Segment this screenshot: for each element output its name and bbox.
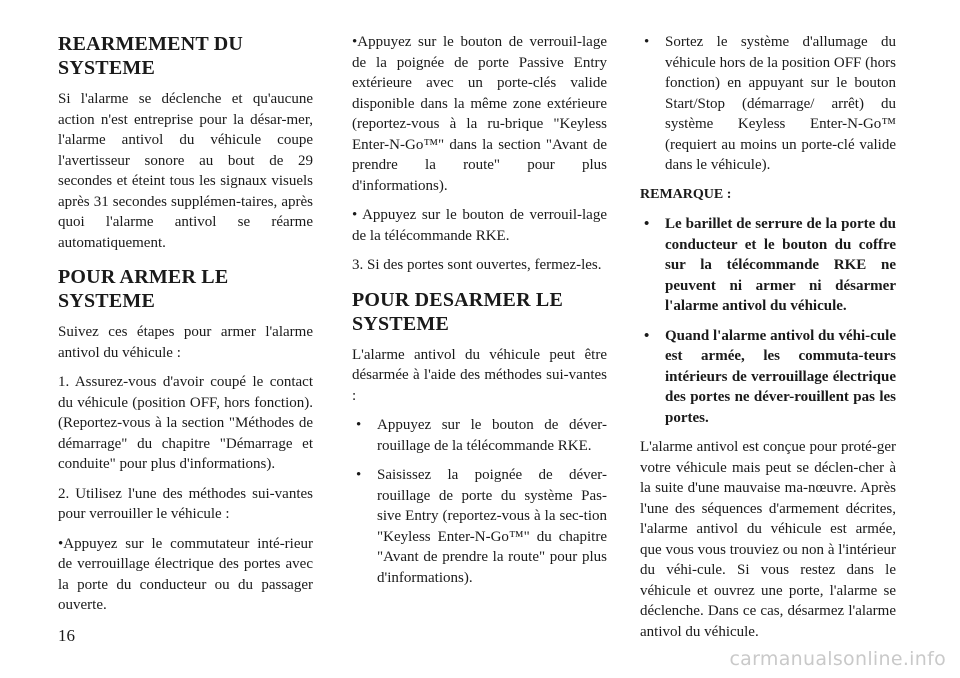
bullet-marker: • — [644, 216, 650, 232]
column-right — [640, 32, 896, 651]
list-item-text: Appuyez sur le bouton de déver-rouillage de la télécommande RKE. — [377, 417, 607, 454]
paragraph-step-3: 3. Si des portes sont ouvertes, fermez-les. — [352, 257, 602, 273]
paragraph-rke-lock: • Appuyez sur le bouton de verrouil-lage de la télécommande RKE. — [352, 207, 607, 244]
column-left — [58, 32, 313, 625]
paragraph-step-1: 1. Assurez-vous d'avoir coupé le contact du véhicule (position OFF, hors fonction). (Reportez-vous à la section "Méthodes de démarrage" du chapitre "Démarrage et conduite" pour plus d'informations). — [58, 374, 313, 472]
heading-rearmement: REARMEMENT DU SYSTEME — [58, 33, 244, 79]
bullet-marker: • — [644, 34, 650, 50]
remark-label: REMARQUE : — [640, 186, 732, 202]
bullet-marker: • — [644, 327, 650, 344]
paragraph-armer-intro: Suivez ces étapes pour armer l'alarme antivol du véhicule : — [58, 324, 313, 361]
page-number: 16 — [58, 626, 75, 645]
paragraph-rearmement: Si l'alarme se déclenche et qu'aucune action n'est entreprise pour la désar-mer, l'alarme antivol du véhicule coupe l'avertisseur sonore au bout de 29 secondes et éteint tous les signaux visuels après 31 secondes supplémen-taires, après quoi l'alarme antivol se réarme automatiquement. — [58, 91, 313, 251]
list-item-text: Sortez le système d'allumage du véhicule hors de la position OFF (hors fonction) en appuyant sur le bouton Start/Stop (démarrage/ arrêt) du système Keyless Enter-N-Go™ (requiert au moins un porte-clé valide dans le véhicule). — [665, 34, 896, 173]
list-item-text: Saisissez la poignée de déver-rouillage de porte du système Pas-sive Entry (reportez-vous à la sec-tion "Keyless Enter-N-Go™" du chapitre "Avant de prendre la route" pour plus d'informations). — [377, 467, 607, 586]
paragraph-step-2: 2. Utilisez l'une des méthodes sui-vantes pour verrouiller le véhicule : — [58, 485, 313, 522]
paragraph-passive-entry-lock: •Appuyez sur le bouton de verrouil-lage de la poignée de porte Passive Entry extérieure avec un porte-clés valide disponible dans la même zone extérieure (reportez-vous à la ru-brique "Keyless Enter-N-Go™" dans la section "Avant de prendre la route" pour plus d'informations). — [352, 34, 607, 194]
paragraph-desarmer-intro: L'alarme antivol du véhicule peut être désarmée à l'aide des méthodes sui-vantes : — [352, 346, 607, 404]
list-item — [640, 32, 896, 176]
list-item-text: Quand l'alarme antivol du véhi-cule est armée, les commuta-teurs intérieurs de verrouillage électrique des portes ne déver-rouillent pas les portes. — [665, 327, 896, 426]
bullet-marker: • — [356, 417, 362, 433]
list-item-text: Le barillet de serrure de la porte du conducteur et le bouton du coffre sur la télécommande RKE ne peuvent ni armer ni désarmer l'alarme antivol du véhicule. — [665, 216, 896, 314]
heading-armer: POUR ARMER LE SYSTEME — [58, 266, 229, 312]
heading-desarmer: POUR DESARMER LE SYSTEME — [352, 288, 563, 335]
paragraph-false-alarm: L'alarme antivol est conçue pour proté-ger votre véhicule mais peut se déclen-cher à la suite d'une mauvaise ma-nœuvre. Après l'une des séquences d'armement décrites, l'alarme antivol du véhicule est armée, que vous vous trouviez ou non à l'intérieur du véhi-cule. Si vous restez dans le véhicule et ouvrez une porte, l'alarme se déclenche. Dans ce cas, désarmez l'alarme antivol du véhicule. — [640, 439, 896, 640]
paragraph-interior-switch: •Appuyez sur le commutateur inté-rieur de verrouillage électrique des portes avec la porte du conducteur ou du passager ouverte. — [58, 535, 313, 613]
list-item — [640, 326, 896, 429]
watermark: carmanualsonline.info — [729, 648, 946, 670]
column-middle — [352, 32, 607, 597]
list-item — [352, 415, 607, 456]
list-item — [640, 214, 896, 317]
list-item — [352, 465, 607, 588]
bullet-marker: • — [356, 467, 362, 483]
